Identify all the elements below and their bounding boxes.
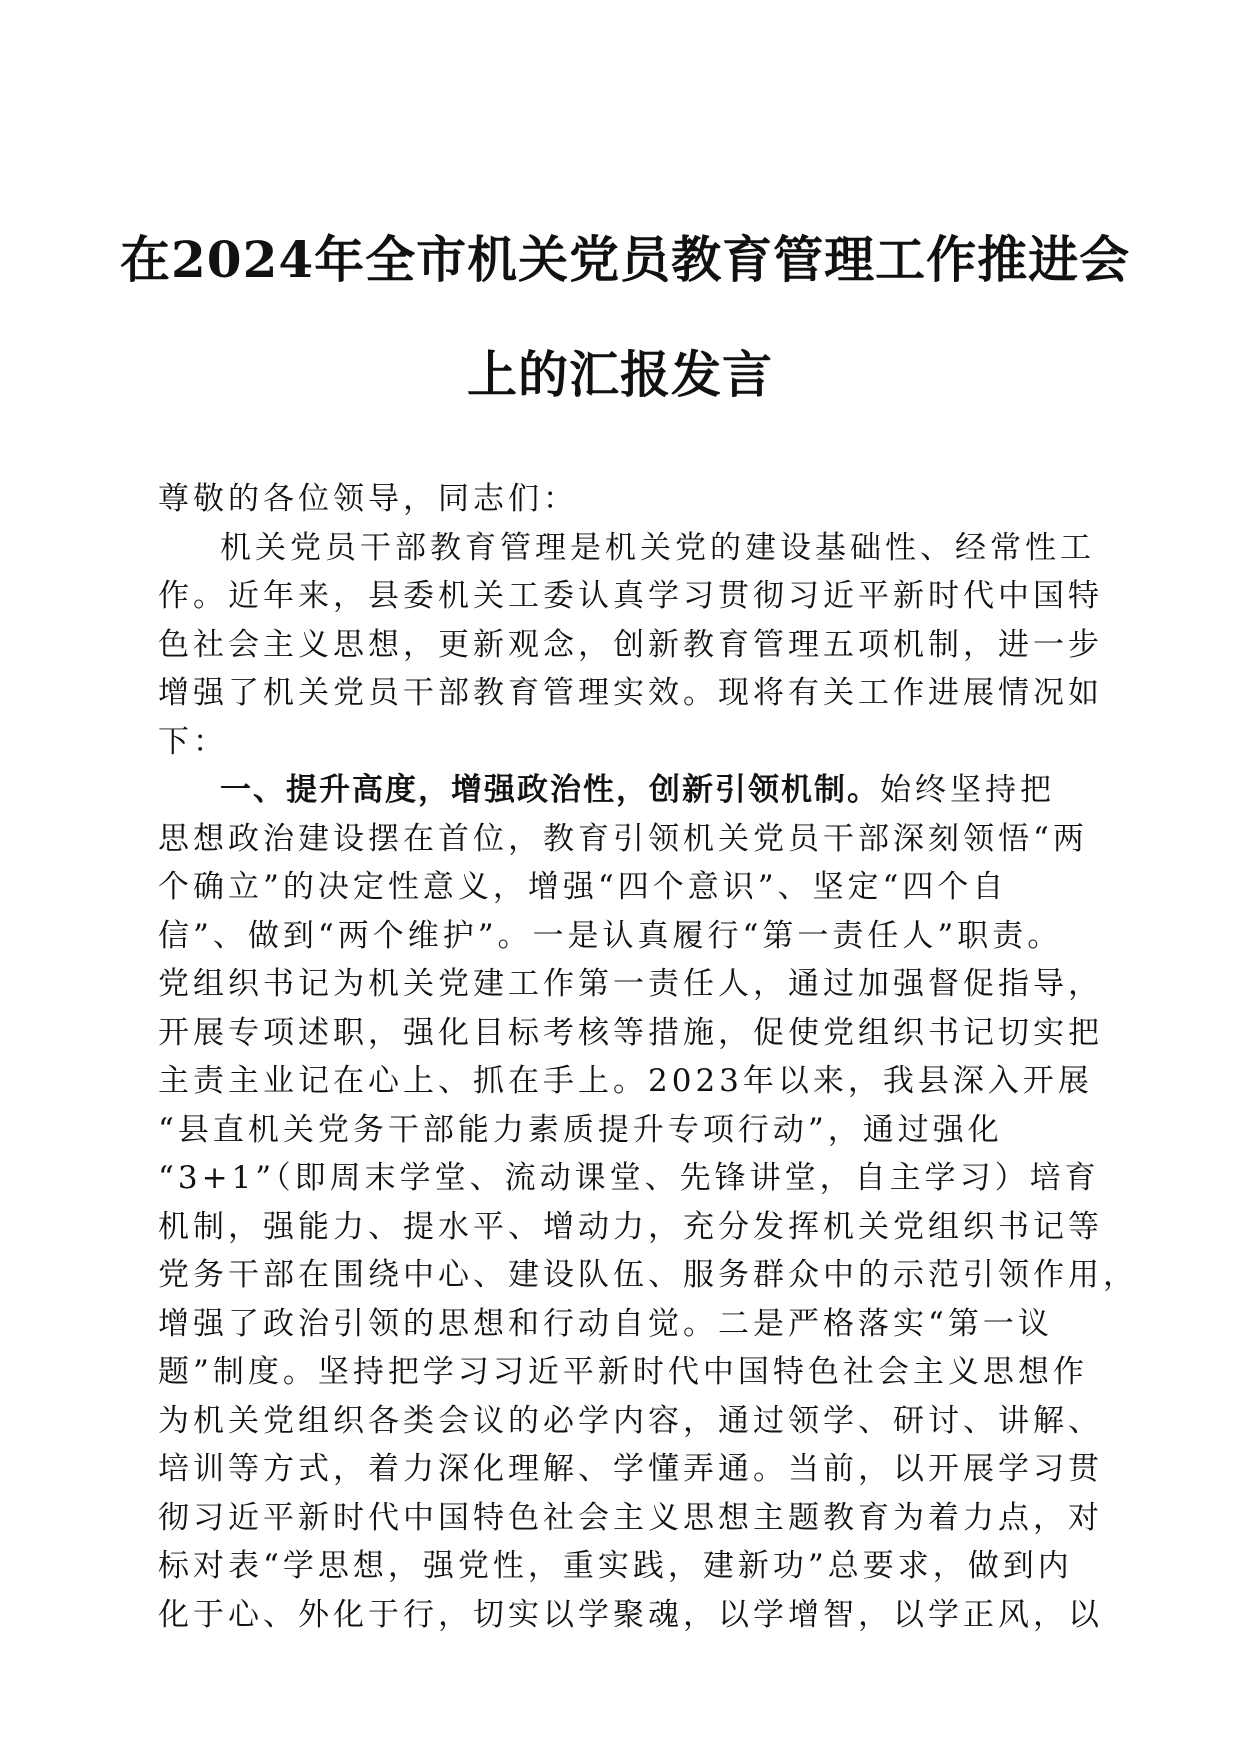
section-1-line: 党组织书记为机关党建工作第一责任人，通过加强督促指导， <box>158 966 1103 1002</box>
document-title-line-1: 在2024年全市机关党员教育管理工作推进会 <box>120 230 1131 289</box>
section-1-line: 培训等方式，着力深化理解、学懂弄通。当前，以开展学习贯 <box>158 1451 1103 1487</box>
section-1-heading: 一、提升高度，增强政治性，创新引领机制。 <box>220 772 880 808</box>
intro-line: 作。近年来，县委机关工委认真学习贯彻习近平新时代中国特 <box>158 578 1103 614</box>
intro-line: 机关党员干部教育管理是机关党的建设基础性、经常性工 <box>220 529 1095 566</box>
section-1-line: 为机关党组织各类会议的必学内容，通过领学、研讨、讲解、 <box>158 1402 1103 1439</box>
section-1-line: 化于心、外化于行，切实以学聚魂，以学增智，以学正风，以 <box>158 1596 1103 1633</box>
salutation: 尊敬的各位领导，同志们： <box>158 481 578 517</box>
section-1-line: 增强了政治引领的思想和行动自觉。二是严格落实“第一议 <box>158 1305 1053 1342</box>
section-1-first-line <box>158 766 1098 815</box>
document-title-line-2: 上的汇报发言 <box>467 345 773 404</box>
section-1-line: 题”制度。坚持把学习习近平新时代中国特色社会主义思想作 <box>158 1354 1088 1390</box>
section-1-line: 主责主业记在心上、抓在手上。2023年以来，我县深入开展 <box>158 1063 1093 1099</box>
section-1-text: 始终坚持把 <box>880 772 1055 808</box>
document-body <box>158 475 1138 1639</box>
section-1-line: 思想政治建设摆在首位，教育引领机关党员干部深刻领悟“两 <box>158 820 1088 857</box>
section-1-line: 个确立”的决定性意义，增强“四个意识”、坚定“四个自 <box>158 869 1008 905</box>
intro-line: 色社会主义思想，更新观念，创新教育管理五项机制，进一步 <box>158 626 1103 663</box>
section-1-line: 信”、做到“两个维护”。一是认真履行“第一责任人”职责。 <box>158 917 1063 954</box>
section-1-line: 标对表“学思想，强党性，重实践，建新功”总要求，做到内 <box>158 1548 1073 1584</box>
section-1-line: 党务干部在围绕中心、建设队伍、服务群众中的示范引领作用， <box>158 1257 1138 1293</box>
section-1-line: 彻习近平新时代中国特色社会主义思想主题教育为着力点，对 <box>158 1499 1103 1536</box>
section-1-line: 机制，强能力、提水平、增动力，充分发挥机关党组织书记等 <box>158 1208 1103 1245</box>
intro-line: 下： <box>158 723 228 760</box>
section-1-line: 开展专项述职，强化目标考核等措施，促使党组织书记切实把 <box>158 1014 1103 1051</box>
section-1-line: “3+1”（即周末学堂、流动课堂、先锋讲堂，自主学习）培育 <box>158 1160 1100 1196</box>
section-1-line: “县直机关党务干部能力素质提升专项行动”，通过强化 <box>158 1111 1003 1148</box>
intro-line: 增强了机关党员干部教育管理实效。现将有关工作进展情况如 <box>158 675 1103 711</box>
